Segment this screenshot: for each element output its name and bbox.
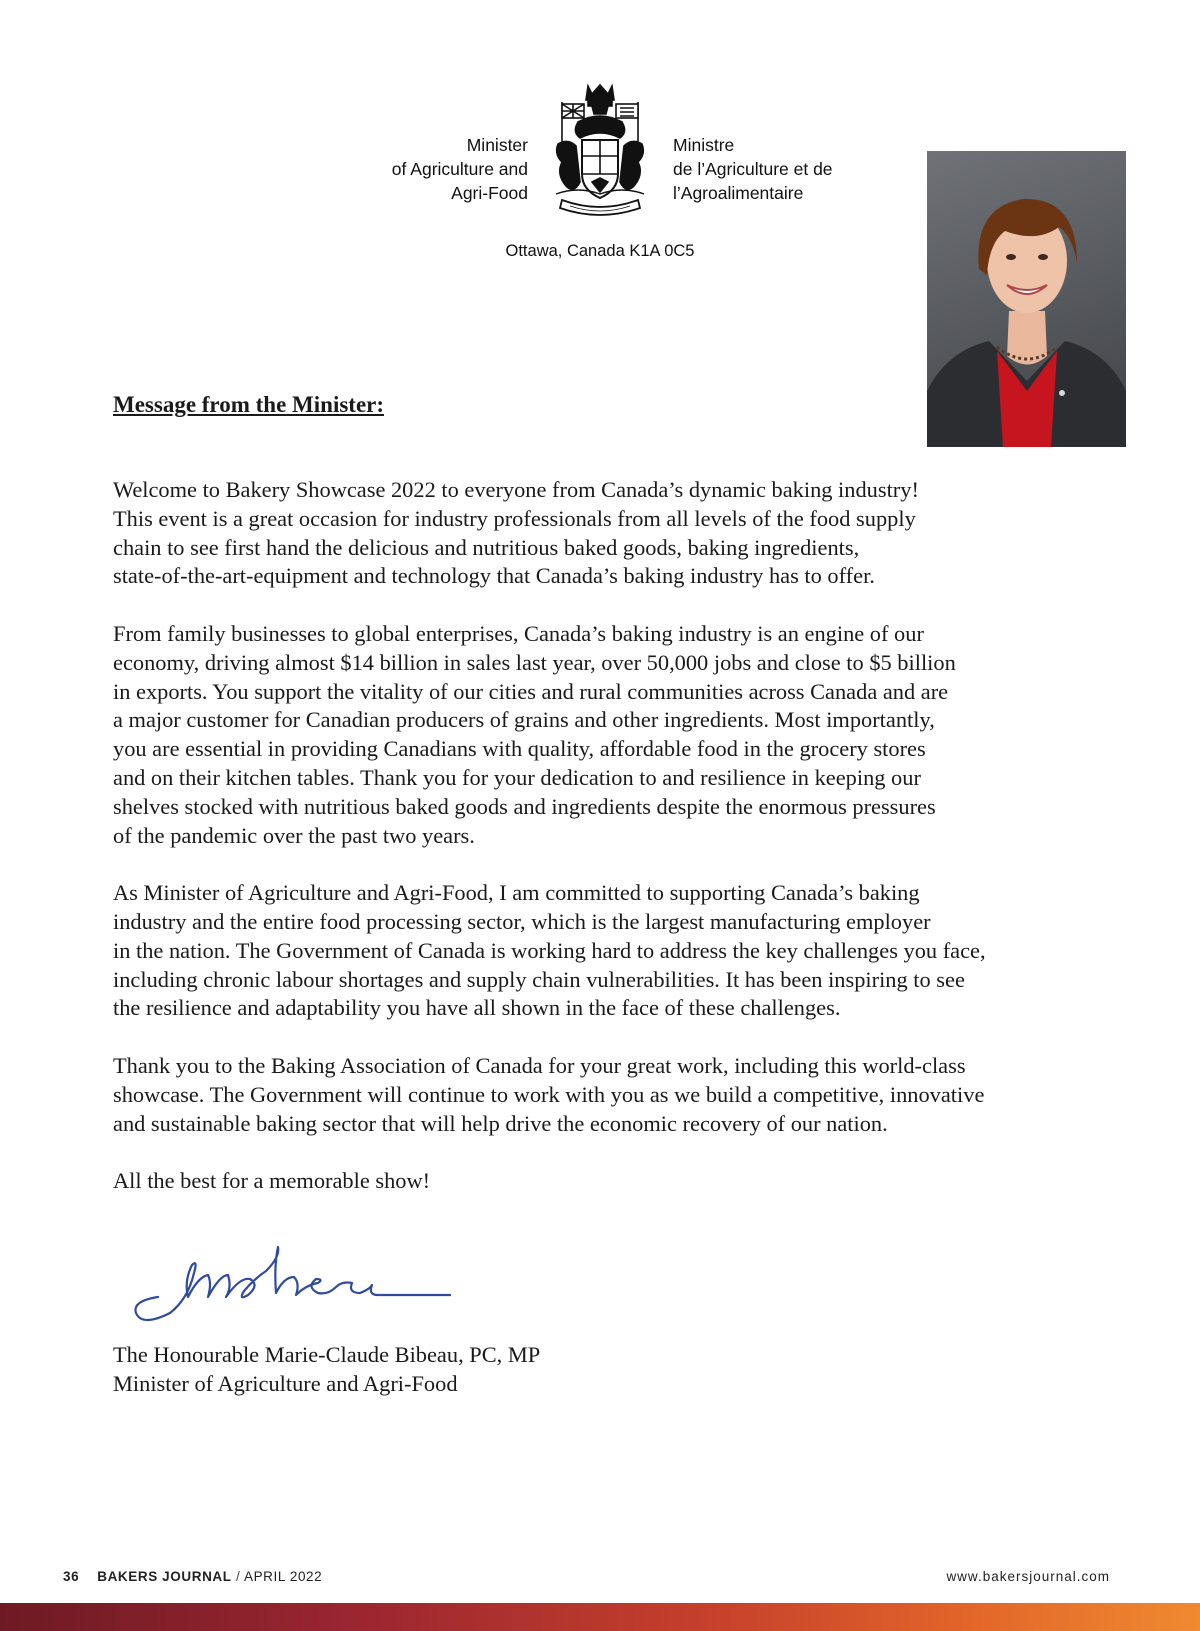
- letter-paragraph: From family businesses to global enterprises, Canada’s baking industry is an engine of our economy, driving almost $14 billion in sales last year, over 50,000 jobs and close to $5 billion in exports. You support the vitality of our cities and rural communities across Canada and are a major customer for Canadian producers of grains and other ingredients. Most importantly, you are essential in providing Canadians with quality, affordable food in the grocery stores and on their kitchen tables. Thank you for your dedication to and resilience in keeping our shelves stocked with nutritious baked goods and ingredients despite the enormous pressures of the pandemic over the past two years.: [113, 620, 956, 848]
- footer-publication: [63, 1569, 322, 1584]
- signoff-name: The Honourable Marie-Claude Bibeau, PC, MP: [113, 1342, 541, 1367]
- letter-paragraph: All the best for a memorable show!: [113, 1168, 431, 1194]
- letter-paragraph: As Minister of Agriculture and Agri-Food, I am committed to supporting Canada’s baking industry and the entire food processing sector, which is the largest manufacturing employer in the nation. The Government of Canada is working hard to address the key challenges you face, including chronic labour shortages and supply chain vulnerabilities. It has been inspiring to see the resilience and adaptability you have all shown in the face of these challenges.: [113, 880, 986, 1021]
- minister-portrait: [927, 151, 1126, 447]
- letterhead-french-line: l’Agroalimentaire: [673, 183, 804, 203]
- signoff-title: Minister of Agriculture and Agri-Food: [113, 1370, 458, 1396]
- portrait-illustration: [927, 151, 1126, 447]
- footer-separator: /: [236, 1569, 241, 1584]
- letterhead-english-line: Agri-Food: [451, 183, 528, 203]
- office-address: Ottawa, Canada K1A 0C5: [505, 242, 695, 260]
- coat-of-arms-icon: [548, 82, 652, 224]
- message-heading: Message from the Minister:: [113, 392, 385, 417]
- letterhead-french: [673, 133, 833, 205]
- handwritten-signature: [128, 1235, 473, 1325]
- footer-website: www.bakersjournal.com: [946, 1569, 1110, 1584]
- issue-date: APRIL 2022: [243, 1569, 323, 1584]
- letterhead-french-line: Ministre: [673, 135, 735, 155]
- letter-body: [113, 476, 1113, 1196]
- letter-paragraph: Welcome to Bakery Showcase 2022 to everyone from Canada’s dynamic baking industry! This event is a great occasion for industry professionals from all levels of the food supply chain to see first hand the delicious and nutritious baked goods, baking ingredients, state-of-the-art-equipment and technology that Canada’s baking industry has to offer.: [113, 477, 919, 589]
- letterhead-english-line: of Agriculture and: [391, 159, 528, 179]
- signoff-block: [113, 1341, 540, 1399]
- letterhead-english-line: Minister: [466, 135, 528, 155]
- footer-color-bar: [0, 1603, 1200, 1631]
- letterhead-french-line: de l’Agriculture et de: [673, 159, 833, 179]
- letter-paragraph: Thank you to the Baking Association of Canada for your great work, including this world-class showcase. The Government will continue to work with you as we build a competitive, innovative and sustainable baking sector that will help drive the economic recovery of our nation.: [113, 1052, 985, 1136]
- journal-name: BAKERS JOURNAL: [97, 1569, 232, 1584]
- page-number: 36: [63, 1569, 80, 1584]
- letterhead-english: [392, 133, 528, 205]
